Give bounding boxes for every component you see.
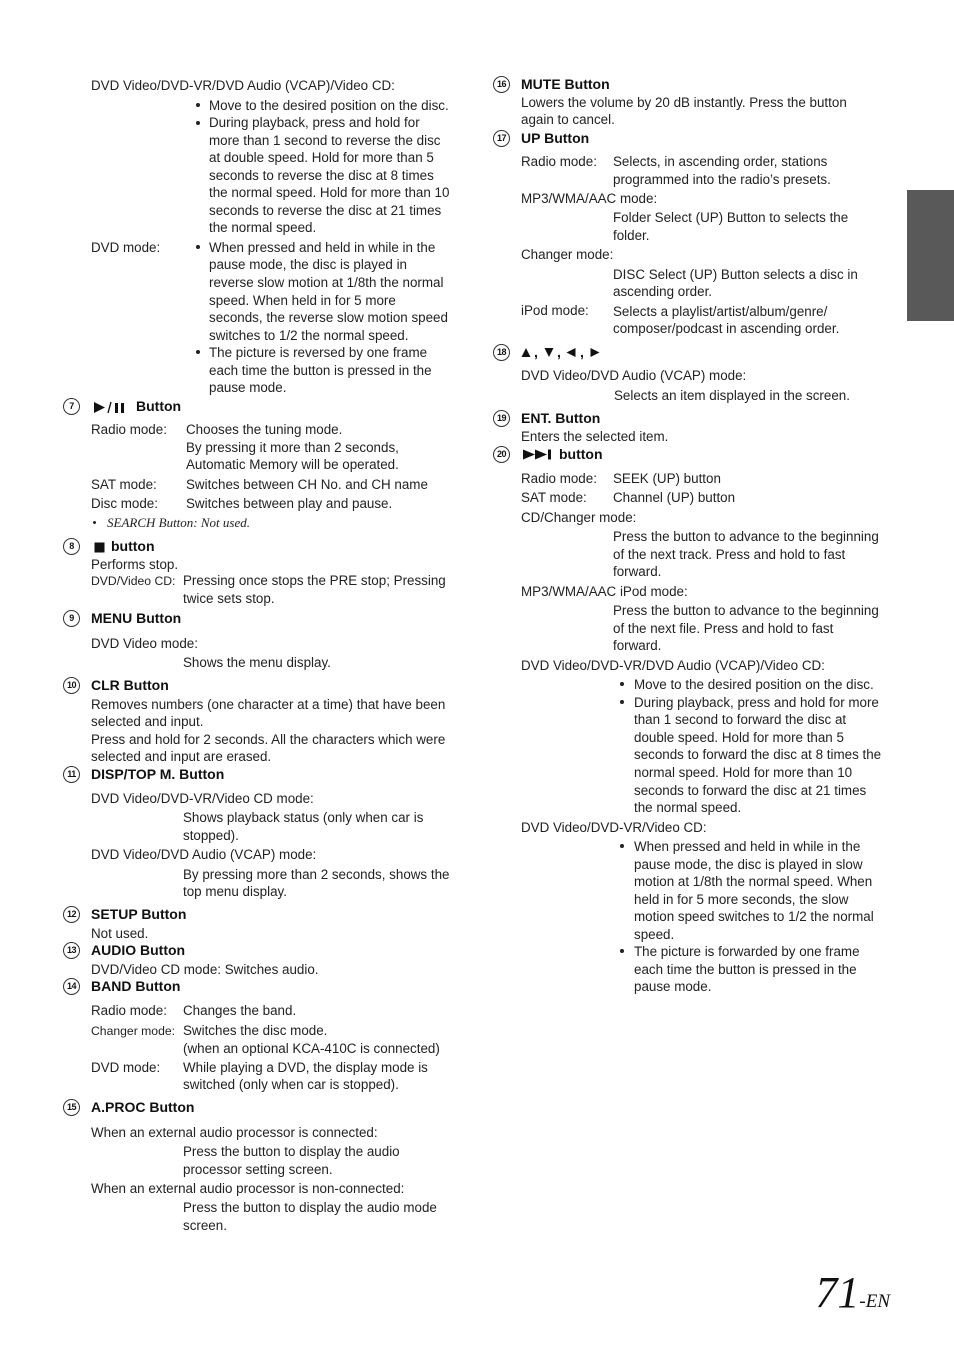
mode-text: Channel (UP) button (613, 490, 736, 505)
mode-label: DVD Video/DVD-VR/Video CD mode: (91, 791, 314, 806)
mode-text: Folder Select (UP) Button to selects the (613, 210, 849, 225)
mode-text: Pressing once stops the PRE stop; Pressing (183, 573, 446, 588)
arrow-separator: , (534, 344, 538, 360)
mode-text: DISC Select (UP) Button selects a disc in (613, 267, 858, 282)
section-number-18: 18 (493, 344, 510, 361)
stop-icon (94, 542, 105, 553)
mode-text: switched (only when car is stopped). (183, 1077, 399, 1092)
mode-label: DVD Video/DVD Audio (VCAP) mode: (521, 368, 747, 383)
section-title: UP Button (521, 130, 590, 146)
mode-text: By pressing more than 2 seconds, shows the (183, 867, 450, 882)
mode-label: MP3/WMA/AAC mode: (521, 191, 658, 206)
bullet-line: switches to 1/2 the normal speed. (209, 328, 409, 343)
bullet-line: The picture is reversed by one frame (209, 345, 428, 360)
bullet-line: each time the button is pressed in the (209, 363, 432, 378)
paragraph-line: Lowers the volume by 20 dB instantly. Press the button (521, 95, 847, 110)
mode-text: Selects, in ascending order, stations (613, 154, 828, 169)
bullet (620, 700, 624, 704)
condition-text: Press the button to display the audio mode (183, 1200, 437, 1215)
mode-text: By pressing it more than 2 seconds, (186, 440, 399, 455)
mode-text: Press the button to advance to the beginning (613, 603, 879, 618)
mode-text: forward. (613, 638, 662, 653)
bullet (196, 350, 200, 354)
section-title: button (559, 446, 603, 462)
section-title: Button (136, 398, 182, 414)
bullet-line: reverse slow motion at 1/8th the normal (209, 275, 444, 290)
mode-text: Selects an item displayed in the screen. (614, 388, 850, 403)
section-title: BAND Button (91, 978, 181, 994)
mode-label: Changer mode: (91, 1024, 176, 1038)
mode-text: folder. (613, 228, 650, 243)
section-number-11: 11 (63, 766, 80, 783)
arrow-separator: , (580, 344, 584, 360)
mode-label: DVD/Video CD: (91, 574, 176, 588)
bullet-line: When pressed and held in while in the (634, 839, 861, 854)
mode-label: Radio mode: (91, 1003, 167, 1018)
section-number-7: 7 (63, 398, 80, 415)
arrow-separator: , (557, 344, 561, 360)
bullet (196, 103, 200, 107)
play-pause-icon (93, 401, 129, 414)
mode-label: iPod mode: (521, 303, 589, 318)
mode-label: DVD mode: (91, 240, 161, 255)
section-title: button (111, 538, 155, 554)
bullet-line: pause mode, the disc is played in slow (634, 857, 863, 872)
bullet-line: During playback, press and hold for (209, 115, 420, 130)
mode-label: Radio mode: (521, 154, 597, 169)
arrow-down-icon (544, 347, 554, 358)
bullet-line: pause mode. (634, 979, 712, 994)
section-title: CLR Button (91, 677, 169, 693)
mode-text: Switches between CH No. and CH name (186, 477, 428, 492)
mode-label: DVD mode: (91, 1060, 161, 1075)
mode-text: Automatic Memory will be operated. (186, 457, 399, 472)
mode-label: MP3/WMA/AAC iPod mode: (521, 584, 688, 599)
bullet-line: pause mode, the disc is played in (209, 257, 408, 272)
mode-label: DVD Video mode: (91, 636, 198, 651)
mode-label: Radio mode: (521, 471, 597, 486)
mode-label: SAT mode: (91, 477, 157, 492)
bullet-line: Move to the desired position on the disc. (634, 677, 874, 692)
mode-text: While playing a DVD, the display mode is (183, 1060, 428, 1075)
bullet (620, 682, 624, 686)
page-number (815, 1268, 890, 1317)
section-title: AUDIO Button (91, 942, 186, 958)
mode-text: Changes the band. (183, 1003, 297, 1018)
page-number-value: 71 (815, 1268, 860, 1317)
mode-text: Chooses the tuning mode. (186, 422, 343, 437)
section-number-15: 15 (63, 1099, 80, 1116)
section-desc: Enters the selected item. (521, 429, 669, 444)
mode-label: DVD Video/DVD-VR/Video CD: (521, 820, 707, 835)
paragraph-line: selected and input are erased. (91, 749, 272, 764)
mode-text: stopped). (183, 828, 239, 843)
mode-label: Disc mode: (91, 496, 158, 511)
mode-text: ascending order. (613, 284, 713, 299)
arrow-left-icon (566, 347, 576, 358)
condition-text: Press the button to display the audio (183, 1144, 400, 1159)
paragraph-line: Press and hold for 2 seconds. All the characters which were (91, 732, 446, 747)
section-number-8: 8 (63, 538, 80, 555)
mode-text: SEEK (UP) button (613, 471, 721, 486)
bullet-line: than 1 second to forward the disc at (634, 712, 847, 727)
bullet-line: speed. (634, 927, 675, 942)
section-number-20: 20 (493, 446, 510, 463)
intro-heading: DVD Video/DVD-VR/DVD Audio (VCAP)/Video CD: (91, 78, 395, 93)
bullet-line: seconds, the reverse slow motion speed (209, 310, 448, 325)
section-number-12: 12 (63, 906, 80, 923)
section-title: ENT. Button (521, 410, 601, 426)
section-desc: Performs stop. (91, 557, 179, 572)
section-number-13: 13 (63, 942, 80, 959)
bullet-line: the normal speed. Hold for more than 10 (209, 185, 450, 200)
bullet-line: normal speed. Hold for more than 10 (634, 765, 853, 780)
bullet (620, 949, 624, 953)
section-title: DISP/TOP M. Button (91, 766, 225, 782)
bullet-line: double speed. Hold for more than 5 (634, 730, 844, 745)
mode-text: Shows the menu display. (183, 655, 331, 670)
next-track-icon (523, 449, 554, 460)
mode-text: of the next track. Press and hold to fast (613, 547, 846, 562)
mode-text: composer/podcast in ascending order. (613, 321, 840, 336)
section-desc: Not used. (91, 926, 149, 941)
bullet-line: During playback, press and hold for more (634, 695, 879, 710)
bullet-line: When pressed and held in while in the (209, 240, 436, 255)
section-desc: DVD/Video CD mode: Switches audio. (91, 962, 319, 977)
bullet-line: seconds to forward the disc at 21 times (634, 783, 867, 798)
bullet-line: pause mode. (209, 380, 287, 395)
paragraph-line: again to cancel. (521, 112, 615, 127)
bullet (196, 245, 200, 249)
section-number-9: 9 (63, 610, 80, 627)
bullet-line: seconds to forward the disc at 8 times the (634, 747, 882, 762)
mode-text: top menu display. (183, 884, 287, 899)
bullet-line: seconds to reverse the disc at 21 times (209, 203, 442, 218)
bullet-line: speed. When held in for 5 more (209, 293, 396, 308)
bullet-line: seconds to reverse the disc at 8 times (209, 168, 434, 183)
mode-label: SAT mode: (521, 490, 587, 505)
section-number-17: 17 (493, 130, 510, 147)
mode-label: CD/Changer mode: (521, 510, 637, 525)
bullet-line: more than 1 second to reverse the disc (209, 133, 441, 148)
bullet-line: motion speed switches to 1/2 the normal (634, 909, 874, 924)
paragraph-line: selected and input. (91, 714, 204, 729)
mode-label: Radio mode: (91, 422, 167, 437)
bullet-line: motion at 1/8th the normal speed. When (634, 874, 873, 889)
paragraph-line: Removes numbers (one character at a time) that have been (91, 697, 446, 712)
mode-text: Switches the disc mode. (183, 1023, 328, 1038)
condition-label: When an external audio processor is non-connected: (91, 1181, 405, 1196)
note-bullet (93, 521, 96, 524)
section-tab-marker (907, 190, 954, 321)
section-number-16: 16 (493, 76, 510, 93)
mode-label: DVD Video/DVD Audio (VCAP) mode: (91, 847, 317, 862)
bullet-line: the normal speed. (634, 800, 742, 815)
section-title: MENU Button (91, 610, 182, 626)
mode-text: of the next file. Press and hold to fast (613, 621, 834, 636)
mode-label: DVD Video/DVD-VR/DVD Audio (VCAP)/Video CD: (521, 658, 825, 673)
arrow-up-icon (521, 347, 531, 358)
bullet (196, 121, 200, 125)
mode-text: Switches between play and pause. (186, 496, 393, 511)
condition-label: When an external audio processor is connected: (91, 1125, 378, 1140)
mode-text: Selects a playlist/artist/album/genre/ (613, 304, 828, 319)
bullet-line: Move to the desired position on the disc. (209, 98, 449, 113)
arrow-right-icon (590, 347, 600, 358)
section-title: SETUP Button (91, 906, 187, 922)
section-number-19: 19 (493, 410, 510, 427)
mode-label: Changer mode: (521, 247, 614, 262)
section-number-14: 14 (63, 978, 80, 995)
mode-text: Press the button to advance to the beginning (613, 529, 879, 544)
mode-text: (when an optional KCA-410C is connected) (183, 1041, 440, 1056)
condition-text: screen. (183, 1218, 227, 1233)
section-number-10: 10 (63, 677, 80, 694)
bullet-line: each time the button is pressed in the (634, 962, 857, 977)
mode-text: twice sets stop. (183, 591, 275, 606)
section-title: A.PROC Button (91, 1099, 195, 1115)
bullet (620, 844, 624, 848)
bullet-line: the normal speed. (209, 220, 317, 235)
bullet-line: held in for 5 more seconds, the slow (634, 892, 849, 907)
section-title: MUTE Button (521, 76, 610, 92)
condition-text: processor setting screen. (183, 1162, 333, 1177)
page-number-suffix: -EN (859, 1291, 890, 1312)
bullet-line: The picture is forwarded by one frame (634, 944, 860, 959)
note-text: SEARCH Button: Not used. (107, 515, 250, 530)
mode-text: forward. (613, 564, 662, 579)
mode-text: Shows playback status (only when car is (183, 810, 424, 825)
bullet-line: at double speed. Hold for more than 5 (209, 150, 434, 165)
mode-text: programmed into the radio’s presets. (613, 172, 831, 187)
